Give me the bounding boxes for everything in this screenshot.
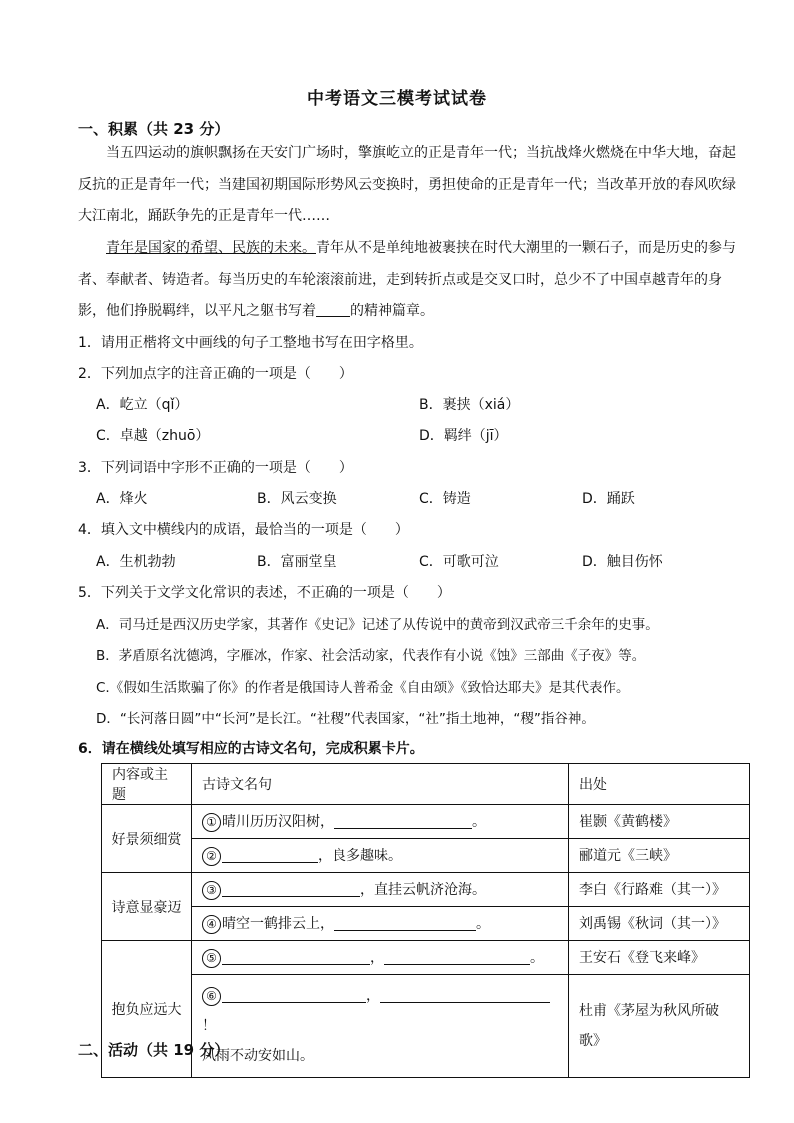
verse-text: 。 xyxy=(472,814,486,830)
question-5: 5．下列关于文学文化常识的表述，不正确的一项是（ ） xyxy=(78,585,451,601)
passage-paragraph-2 xyxy=(78,233,738,328)
table-row xyxy=(102,873,750,907)
answer-blank[interactable] xyxy=(384,949,530,965)
q3-option-d: D．踊跃 xyxy=(582,491,635,507)
verse-text: ，良多趣味。 xyxy=(318,848,402,864)
table-row xyxy=(102,907,750,941)
answer-blank[interactable] xyxy=(222,987,366,1003)
passage-paragraph-1 xyxy=(78,138,738,233)
answer-blank[interactable] xyxy=(334,813,472,829)
answer-blank[interactable] xyxy=(380,987,550,1003)
underlined-sentence: 青年是国家的希望、民族的未来。 xyxy=(106,240,316,256)
answer-blank[interactable] xyxy=(222,847,318,863)
q3-option-a: A．烽火 xyxy=(96,491,148,507)
question-3: 3．下列词语中字形不正确的一项是（ ） xyxy=(78,460,353,476)
header-theme: 内容或主题 xyxy=(102,764,192,805)
verse-cell xyxy=(192,873,569,907)
passage-p1-text: 当五四运动的旗帜飘扬在天安门广场时，擎旗屹立的正是青年一代；当抗战烽火燃烧在中华大地，奋起反抗的正是青年一代；当建国初期国际形势风云变换时，勇担使命的正是青年一代；当改革开放的春风吹绿大江南北，踊跃争先的正是青年一代…… xyxy=(78,145,736,224)
question-6: 6．请在横线处填写相应的古诗文名句，完成积累卡片。 xyxy=(78,741,424,757)
q2-option-b: B．裹挟（xiá） xyxy=(419,397,520,413)
verse-cell xyxy=(192,805,569,839)
theme-cell: 诗意显豪迈 xyxy=(102,873,192,941)
verse-text: 晴空一鹤排云上， xyxy=(222,916,334,932)
source-cell: 王安石《登飞来峰》 xyxy=(569,941,750,975)
verse-cell xyxy=(192,941,569,975)
item-number: ② xyxy=(202,847,221,866)
question-1: 1．请用正楷将文中画线的句子工整地书写在田字格里。 xyxy=(78,335,423,351)
verse-text: ，直挂云帆济沧海。 xyxy=(360,882,486,898)
source-cell: 杜甫《茅屋为秋风所破歌》 xyxy=(569,975,750,1078)
source-cell: 李白《行路难（其一）》 xyxy=(569,873,750,907)
idiom-blank xyxy=(316,302,350,317)
source-cell: 崔颢《黄鹤楼》 xyxy=(569,805,750,839)
verse-cell xyxy=(192,907,569,941)
table-row xyxy=(102,941,750,975)
table-row xyxy=(102,805,750,839)
verse-text: 晴川历历汉阳树， xyxy=(222,814,334,830)
verse-text: 。 xyxy=(530,950,544,966)
section-heading-activity: 二、活动（共 19 分） xyxy=(78,1041,230,1059)
section-heading-accumulation: 一、积累（共 23 分） xyxy=(78,120,230,138)
verse-text: ！ xyxy=(202,1018,216,1034)
item-number: ⑥ xyxy=(202,987,221,1006)
table-header-row xyxy=(102,764,750,805)
question-2: 2．下列加点字的注音正确的一项是（ ） xyxy=(78,366,353,382)
q4-option-b: B．富丽堂皇 xyxy=(257,554,337,570)
table-row xyxy=(102,839,750,873)
q2-option-a: A．屹立（qǐ） xyxy=(96,397,189,413)
verse-text: ， xyxy=(366,988,380,1004)
q2-option-c: C．卓越（zhuō） xyxy=(96,428,210,444)
item-number: ③ xyxy=(202,881,221,900)
source-cell: 郦道元《三峡》 xyxy=(569,839,750,873)
verse-cell xyxy=(192,839,569,873)
header-source: 出处 xyxy=(569,764,750,805)
q5-option-d: D．“长河落日圆”中“长河”是长江。“社稷”代表国家，“社”指土地神，“稷”指谷神。 xyxy=(96,711,595,727)
answer-blank[interactable] xyxy=(222,949,370,965)
item-number: ⑤ xyxy=(202,949,221,968)
theme-cell: 好景须细赏 xyxy=(102,805,192,873)
q4-option-d: D．触目伤怀 xyxy=(582,554,663,570)
q2-option-d: D．羁绊（jī） xyxy=(419,428,508,444)
answer-blank[interactable] xyxy=(334,915,476,931)
source-cell: 刘禹锡《秋词（其一）》 xyxy=(569,907,750,941)
verse-cell xyxy=(192,975,569,1078)
item-number: ④ xyxy=(202,915,221,934)
answer-blank[interactable] xyxy=(222,881,360,897)
question-4: 4．填入文中横线内的成语，最恰当的一项是（ ） xyxy=(78,522,409,538)
q5-option-c: C.《假如生活欺骗了你》的作者是俄国诗人普希金《自由颂》《致恰达耶夫》是其代表作。 xyxy=(96,680,630,696)
table-row xyxy=(102,975,750,1078)
passage-p2-end: 的精神篇章。 xyxy=(350,303,434,319)
verse-text: 风雨不动安如山。 xyxy=(202,1048,314,1064)
q5-option-a: A．司马迁是西汉历史学家，其著作《史记》记述了从传说中的黄帝到汉武帝三千余年的史事。 xyxy=(96,617,659,633)
q4-option-a: A．生机勃勃 xyxy=(96,554,176,570)
verse-text: 。 xyxy=(476,916,490,932)
q3-option-b: B．风云变换 xyxy=(257,491,337,507)
accumulation-card-table xyxy=(101,763,750,1078)
verse-text: ， xyxy=(370,950,384,966)
header-verse: 古诗文名句 xyxy=(192,764,569,805)
q3-option-c: C．铸造 xyxy=(419,491,471,507)
passage-p2-text: 青年从不是单纯地被裹挟在时代大潮里的一颗石子，而是历史的参与者、奉献者、铸造者。每当历史的车轮滚滚前进，走到转折点或是交叉口时，总少不了中国卓越青年的身影，他们挣脱羁绊，以平凡之躯书写着 xyxy=(78,240,736,319)
q4-option-c: C．可歌可泣 xyxy=(419,554,499,570)
theme-cell: 抱负应远大 xyxy=(102,941,192,1078)
item-number: ① xyxy=(202,813,221,832)
page-title: 中考语文三模考试试卷 xyxy=(307,89,487,109)
q5-option-b: B．茅盾原名沈德鸿，字雁冰，作家、社会活动家，代表作有小说《蚀》三部曲《子夜》等。 xyxy=(96,648,646,664)
